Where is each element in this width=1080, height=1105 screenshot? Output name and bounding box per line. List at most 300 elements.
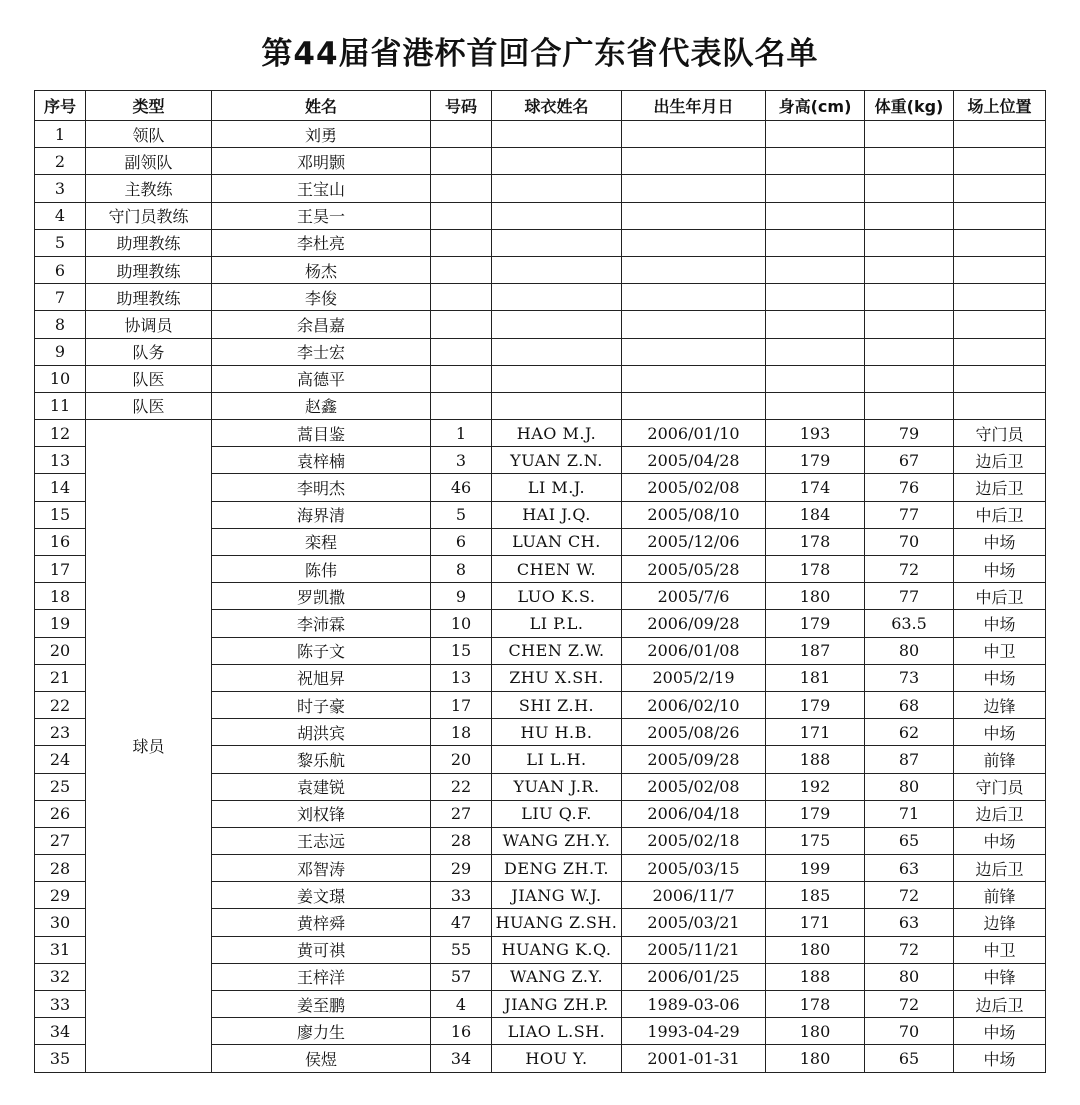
empty-cell	[766, 175, 865, 202]
roster-table	[34, 90, 1046, 1073]
birth-date: 2005/09/28	[622, 746, 766, 773]
player-name: 侯煜	[212, 1045, 431, 1072]
shirt-name: JIANG ZH.P.	[492, 991, 622, 1018]
row-number: 21	[35, 664, 86, 691]
empty-cell	[622, 256, 766, 283]
empty-cell	[492, 311, 622, 338]
staff-row	[35, 284, 1046, 311]
empty-cell	[865, 338, 954, 365]
member-type: 主教练	[86, 175, 212, 202]
staff-row	[35, 202, 1046, 229]
staff-row	[35, 229, 1046, 256]
shirt-number: 57	[431, 963, 492, 990]
empty-cell	[622, 175, 766, 202]
row-number: 31	[35, 936, 86, 963]
empty-cell	[865, 365, 954, 392]
member-name: 高德平	[212, 365, 431, 392]
weight: 80	[865, 773, 954, 800]
member-type: 助理教练	[86, 256, 212, 283]
row-number: 10	[35, 365, 86, 392]
empty-cell	[492, 256, 622, 283]
position: 中场	[954, 664, 1046, 691]
member-type: 副领队	[86, 148, 212, 175]
shirt-name: HUANG Z.SH.	[492, 909, 622, 936]
player-name: 蒿目鉴	[212, 420, 431, 447]
height: 175	[766, 827, 865, 854]
weight: 63	[865, 855, 954, 882]
empty-cell	[954, 202, 1046, 229]
weight: 72	[865, 882, 954, 909]
member-type: 协调员	[86, 311, 212, 338]
shirt-number: 22	[431, 773, 492, 800]
height: 180	[766, 583, 865, 610]
birth-date: 2005/03/21	[622, 909, 766, 936]
height: 178	[766, 991, 865, 1018]
empty-cell	[492, 148, 622, 175]
shirt-number: 47	[431, 909, 492, 936]
member-name: 刘勇	[212, 121, 431, 148]
shirt-name: WANG Z.Y.	[492, 963, 622, 990]
row-number: 23	[35, 719, 86, 746]
position: 中卫	[954, 936, 1046, 963]
position: 前锋	[954, 746, 1046, 773]
empty-cell	[954, 311, 1046, 338]
position: 中场	[954, 528, 1046, 555]
member-name: 杨杰	[212, 256, 431, 283]
position: 中场	[954, 827, 1046, 854]
height: 178	[766, 556, 865, 583]
shirt-name: DENG ZH.T.	[492, 855, 622, 882]
empty-cell	[622, 202, 766, 229]
row-number: 1	[35, 121, 86, 148]
header-cell: 类型	[86, 91, 212, 121]
empty-cell	[766, 365, 865, 392]
member-type: 助理教练	[86, 229, 212, 256]
empty-cell	[766, 392, 865, 419]
empty-cell	[431, 148, 492, 175]
empty-cell	[492, 284, 622, 311]
empty-cell	[431, 229, 492, 256]
position: 边锋	[954, 909, 1046, 936]
header-row	[35, 91, 1046, 121]
empty-cell	[865, 121, 954, 148]
empty-cell	[766, 202, 865, 229]
weight: 70	[865, 528, 954, 555]
position: 中场	[954, 556, 1046, 583]
empty-cell	[954, 121, 1046, 148]
empty-cell	[622, 311, 766, 338]
staff-row	[35, 311, 1046, 338]
empty-cell	[431, 365, 492, 392]
position: 中卫	[954, 637, 1046, 664]
player-name: 袁梓楠	[212, 447, 431, 474]
shirt-number: 1	[431, 420, 492, 447]
member-name: 李士宏	[212, 338, 431, 365]
weight: 62	[865, 719, 954, 746]
empty-cell	[431, 256, 492, 283]
shirt-name: JIANG W.J.	[492, 882, 622, 909]
empty-cell	[766, 311, 865, 338]
weight: 77	[865, 583, 954, 610]
birth-date: 2005/02/18	[622, 827, 766, 854]
height: 171	[766, 909, 865, 936]
shirt-name: LI L.H.	[492, 746, 622, 773]
birth-date: 2006/01/10	[622, 420, 766, 447]
birth-date: 2006/04/18	[622, 800, 766, 827]
empty-cell	[431, 311, 492, 338]
height: 171	[766, 719, 865, 746]
row-number: 33	[35, 991, 86, 1018]
birth-date: 1989-03-06	[622, 991, 766, 1018]
birth-date: 2005/04/28	[622, 447, 766, 474]
birth-date: 2005/12/06	[622, 528, 766, 555]
shirt-name: LI P.L.	[492, 610, 622, 637]
member-name: 李杜亮	[212, 229, 431, 256]
empty-cell	[865, 202, 954, 229]
row-number: 8	[35, 311, 86, 338]
empty-cell	[492, 202, 622, 229]
position: 守门员	[954, 773, 1046, 800]
weight: 73	[865, 664, 954, 691]
birth-date: 2005/11/21	[622, 936, 766, 963]
position: 中场	[954, 719, 1046, 746]
height: 181	[766, 664, 865, 691]
birth-date: 2005/08/10	[622, 501, 766, 528]
player-name: 袁建锐	[212, 773, 431, 800]
height: 193	[766, 420, 865, 447]
staff-row	[35, 148, 1046, 175]
staff-row	[35, 365, 1046, 392]
member-type: 队医	[86, 365, 212, 392]
shirt-number: 13	[431, 664, 492, 691]
empty-cell	[954, 148, 1046, 175]
row-number: 16	[35, 528, 86, 555]
empty-cell	[865, 229, 954, 256]
staff-row	[35, 338, 1046, 365]
empty-cell	[954, 284, 1046, 311]
row-number: 13	[35, 447, 86, 474]
weight: 71	[865, 800, 954, 827]
header-cell: 体重(kg)	[865, 91, 954, 121]
birth-date: 2006/09/28	[622, 610, 766, 637]
weight: 87	[865, 746, 954, 773]
position: 边后卫	[954, 447, 1046, 474]
shirt-number: 33	[431, 882, 492, 909]
member-name: 邓明颢	[212, 148, 431, 175]
empty-cell	[431, 392, 492, 419]
row-number: 35	[35, 1045, 86, 1072]
empty-cell	[954, 256, 1046, 283]
header-cell: 球衣姓名	[492, 91, 622, 121]
empty-cell	[954, 175, 1046, 202]
shirt-name: LIU Q.F.	[492, 800, 622, 827]
empty-cell	[865, 392, 954, 419]
empty-cell	[492, 392, 622, 419]
shirt-number: 9	[431, 583, 492, 610]
member-name: 王昊一	[212, 202, 431, 229]
shirt-name: CHEN Z.W.	[492, 637, 622, 664]
row-number: 20	[35, 637, 86, 664]
empty-cell	[622, 365, 766, 392]
row-number: 2	[35, 148, 86, 175]
row-number: 14	[35, 474, 86, 501]
row-number: 28	[35, 855, 86, 882]
empty-cell	[622, 121, 766, 148]
birth-date: 2005/08/26	[622, 719, 766, 746]
birth-date: 2005/7/6	[622, 583, 766, 610]
empty-cell	[622, 392, 766, 419]
empty-cell	[431, 284, 492, 311]
weight: 72	[865, 991, 954, 1018]
weight: 65	[865, 827, 954, 854]
empty-cell	[766, 121, 865, 148]
staff-row	[35, 256, 1046, 283]
empty-cell	[766, 148, 865, 175]
row-number: 26	[35, 800, 86, 827]
member-type: 队务	[86, 338, 212, 365]
birth-date: 2006/02/10	[622, 691, 766, 718]
position: 守门员	[954, 420, 1046, 447]
shirt-name: WANG ZH.Y.	[492, 827, 622, 854]
weight: 79	[865, 420, 954, 447]
height: 179	[766, 447, 865, 474]
header-cell: 出生年月日	[622, 91, 766, 121]
shirt-number: 28	[431, 827, 492, 854]
empty-cell	[492, 338, 622, 365]
position: 边锋	[954, 691, 1046, 718]
shirt-name: CHEN W.	[492, 556, 622, 583]
player-name: 胡洪宾	[212, 719, 431, 746]
height: 179	[766, 691, 865, 718]
shirt-name: LUAN CH.	[492, 528, 622, 555]
row-number: 18	[35, 583, 86, 610]
height: 180	[766, 1045, 865, 1072]
position: 中场	[954, 610, 1046, 637]
player-name: 廖力生	[212, 1018, 431, 1045]
weight: 63.5	[865, 610, 954, 637]
shirt-name: HU H.B.	[492, 719, 622, 746]
member-name: 余昌嘉	[212, 311, 431, 338]
shirt-number: 29	[431, 855, 492, 882]
shirt-number: 8	[431, 556, 492, 583]
height: 179	[766, 800, 865, 827]
row-number: 3	[35, 175, 86, 202]
member-name: 李俊	[212, 284, 431, 311]
row-number: 6	[35, 256, 86, 283]
position: 中场	[954, 1045, 1046, 1072]
empty-cell	[492, 365, 622, 392]
member-type-players: 球员	[86, 420, 212, 1073]
shirt-name: HAI J.Q.	[492, 501, 622, 528]
empty-cell	[865, 175, 954, 202]
empty-cell	[431, 338, 492, 365]
height: 180	[766, 936, 865, 963]
position: 边后卫	[954, 855, 1046, 882]
row-number: 15	[35, 501, 86, 528]
shirt-number: 15	[431, 637, 492, 664]
member-name: 赵鑫	[212, 392, 431, 419]
row-number: 9	[35, 338, 86, 365]
height: 174	[766, 474, 865, 501]
row-number: 27	[35, 827, 86, 854]
row-number: 29	[35, 882, 86, 909]
shirt-name: LIAO L.SH.	[492, 1018, 622, 1045]
shirt-number: 10	[431, 610, 492, 637]
shirt-number: 4	[431, 991, 492, 1018]
weight: 68	[865, 691, 954, 718]
empty-cell	[431, 121, 492, 148]
weight: 77	[865, 501, 954, 528]
shirt-name: HAO M.J.	[492, 420, 622, 447]
header-cell: 号码	[431, 91, 492, 121]
shirt-name: HUANG K.Q.	[492, 936, 622, 963]
shirt-name: YUAN J.R.	[492, 773, 622, 800]
member-type: 队医	[86, 392, 212, 419]
empty-cell	[865, 311, 954, 338]
birth-date: 2006/11/7	[622, 882, 766, 909]
position: 中场	[954, 1018, 1046, 1045]
weight: 80	[865, 963, 954, 990]
height: 178	[766, 528, 865, 555]
row-number: 11	[35, 392, 86, 419]
height: 188	[766, 746, 865, 773]
height: 187	[766, 637, 865, 664]
birth-date: 2006/01/08	[622, 637, 766, 664]
empty-cell	[954, 392, 1046, 419]
page-title: 第44届省港杯首回合广东省代表队名单	[261, 36, 819, 72]
shirt-number: 16	[431, 1018, 492, 1045]
row-number: 12	[35, 420, 86, 447]
height: 199	[766, 855, 865, 882]
empty-cell	[622, 148, 766, 175]
empty-cell	[492, 175, 622, 202]
height: 185	[766, 882, 865, 909]
row-number: 25	[35, 773, 86, 800]
row-number: 32	[35, 963, 86, 990]
member-type: 守门员教练	[86, 202, 212, 229]
player-name: 姜文璟	[212, 882, 431, 909]
weight: 67	[865, 447, 954, 474]
position: 前锋	[954, 882, 1046, 909]
empty-cell	[622, 229, 766, 256]
member-type: 助理教练	[86, 284, 212, 311]
empty-cell	[492, 121, 622, 148]
row-number: 22	[35, 691, 86, 718]
weight: 65	[865, 1045, 954, 1072]
weight: 80	[865, 637, 954, 664]
shirt-number: 46	[431, 474, 492, 501]
shirt-name: LI M.J.	[492, 474, 622, 501]
player-name: 陈伟	[212, 556, 431, 583]
birth-date: 2005/03/15	[622, 855, 766, 882]
row-number: 4	[35, 202, 86, 229]
row-number: 7	[35, 284, 86, 311]
header-cell: 姓名	[212, 91, 431, 121]
height: 188	[766, 963, 865, 990]
shirt-name: YUAN Z.N.	[492, 447, 622, 474]
shirt-number: 6	[431, 528, 492, 555]
empty-cell	[431, 175, 492, 202]
weight: 70	[865, 1018, 954, 1045]
shirt-number: 55	[431, 936, 492, 963]
player-name: 陈子文	[212, 637, 431, 664]
player-name: 罗凯撒	[212, 583, 431, 610]
birth-date: 2005/2/19	[622, 664, 766, 691]
empty-cell	[865, 256, 954, 283]
player-name: 邓智涛	[212, 855, 431, 882]
birth-date: 2005/02/08	[622, 773, 766, 800]
player-name: 祝旭昇	[212, 664, 431, 691]
weight: 76	[865, 474, 954, 501]
position: 中后卫	[954, 583, 1046, 610]
player-name: 姜至鹏	[212, 991, 431, 1018]
staff-row	[35, 175, 1046, 202]
position: 边后卫	[954, 800, 1046, 827]
birth-date: 2005/02/08	[622, 474, 766, 501]
empty-cell	[766, 256, 865, 283]
empty-cell	[766, 284, 865, 311]
player-name: 王志远	[212, 827, 431, 854]
shirt-number: 17	[431, 691, 492, 718]
empty-cell	[954, 365, 1046, 392]
row-number: 19	[35, 610, 86, 637]
shirt-number: 5	[431, 501, 492, 528]
position: 边后卫	[954, 474, 1046, 501]
header-cell: 序号	[35, 91, 86, 121]
player-name: 李明杰	[212, 474, 431, 501]
shirt-name: LUO K.S.	[492, 583, 622, 610]
empty-cell	[865, 148, 954, 175]
member-type: 领队	[86, 121, 212, 148]
birth-date: 2001-01-31	[622, 1045, 766, 1072]
staff-row	[35, 392, 1046, 419]
empty-cell	[492, 229, 622, 256]
height: 180	[766, 1018, 865, 1045]
shirt-number: 18	[431, 719, 492, 746]
player-row	[35, 420, 1046, 447]
empty-cell	[766, 229, 865, 256]
header-cell: 身高(cm)	[766, 91, 865, 121]
staff-row	[35, 121, 1046, 148]
weight: 72	[865, 556, 954, 583]
player-name: 时子豪	[212, 691, 431, 718]
player-name: 栾程	[212, 528, 431, 555]
shirt-number: 27	[431, 800, 492, 827]
position: 中后卫	[954, 501, 1046, 528]
row-number: 30	[35, 909, 86, 936]
weight: 72	[865, 936, 954, 963]
empty-cell	[766, 338, 865, 365]
empty-cell	[622, 338, 766, 365]
player-name: 王梓洋	[212, 963, 431, 990]
member-name: 王宝山	[212, 175, 431, 202]
shirt-name: ZHU X.SH.	[492, 664, 622, 691]
birth-date: 2006/01/25	[622, 963, 766, 990]
empty-cell	[954, 338, 1046, 365]
row-number: 24	[35, 746, 86, 773]
weight: 63	[865, 909, 954, 936]
row-number: 34	[35, 1018, 86, 1045]
empty-cell	[954, 229, 1046, 256]
empty-cell	[431, 202, 492, 229]
player-name: 黄梓舜	[212, 909, 431, 936]
position: 边后卫	[954, 991, 1046, 1018]
row-number: 5	[35, 229, 86, 256]
position: 中锋	[954, 963, 1046, 990]
shirt-number: 3	[431, 447, 492, 474]
row-number: 17	[35, 556, 86, 583]
height: 192	[766, 773, 865, 800]
